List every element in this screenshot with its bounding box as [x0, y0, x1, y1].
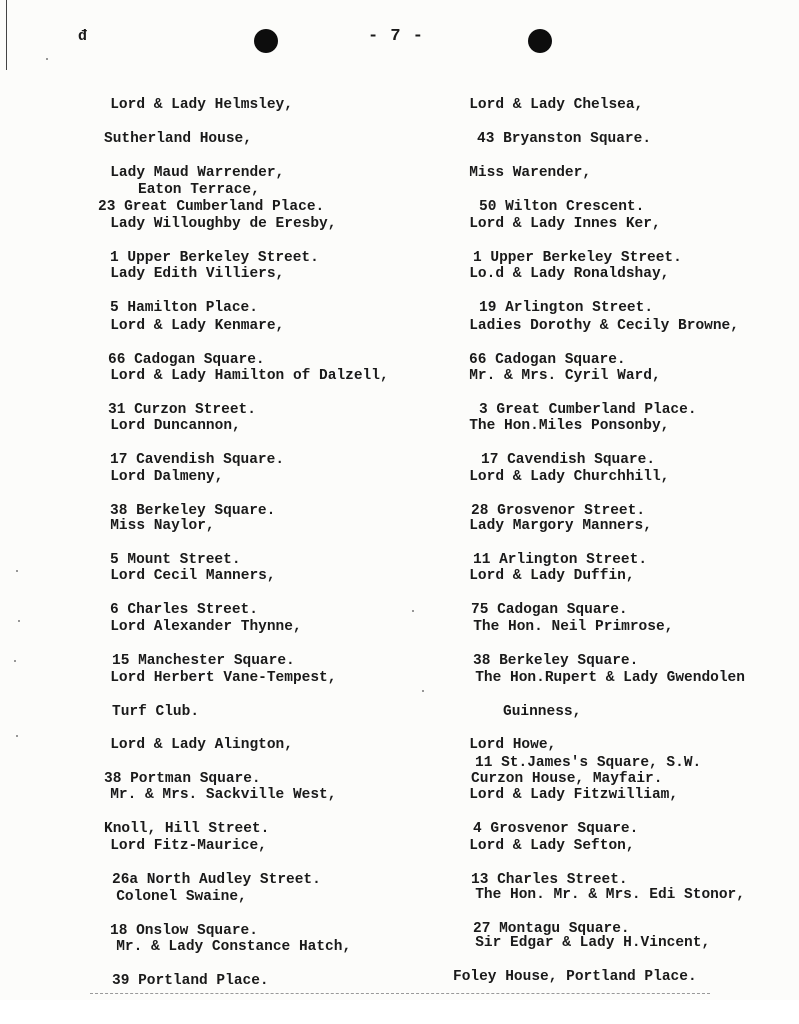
entry-address: 66 Cadogan Square. — [108, 352, 265, 368]
entry-address: 66 Cadogan Square. — [469, 352, 626, 368]
entry-name: Sir Edgar & Lady H.Vincent, — [475, 935, 711, 951]
entry-name: Lord Dalmeny, — [110, 469, 224, 485]
entry-address: 11 Arlington Street. — [473, 552, 648, 568]
corner-mark: đ — [78, 28, 88, 45]
entry-address: 28 Grosvenor Street. — [471, 503, 646, 519]
entry-name: Lady Maud Warrender, — [110, 165, 285, 181]
entry-address: 1 Upper Berkeley Street. — [473, 250, 682, 266]
entry-name: Lord & Lady Alington, — [110, 737, 293, 753]
entry-name: Lord & Lady Helmsley, — [110, 97, 293, 113]
entry-address: 17 Cavendish Square. — [481, 452, 656, 468]
entry-address: 38 Berkeley Square. — [110, 503, 276, 519]
entry-name: The Hon. Mr. & Mrs. Edi Stonor, — [475, 887, 745, 903]
entry-address: 27 Montagu Square. — [473, 921, 630, 937]
entry-address: 5 Mount Street. — [110, 552, 241, 568]
speck — [16, 570, 18, 572]
entry-name: Miss Naylor, — [110, 518, 215, 534]
entry-name: Ladies Dorothy & Cecily Browne, — [469, 318, 739, 334]
entry-address: 17 Cavendish Square. — [110, 452, 285, 468]
entry-address: 43 Bryanston Square. — [477, 131, 652, 147]
entry-name: Lady Margory Manners, — [469, 518, 652, 534]
entry-address: 31 Curzon Street. — [108, 402, 256, 418]
entry-name: Lord & Lady Kenmare, — [110, 318, 285, 334]
bottom-rule — [90, 993, 710, 995]
entry-address: 6 Charles Street. — [110, 602, 258, 618]
entry-address: 15 Manchester Square. — [112, 653, 295, 669]
entry-name: The Hon. Neil Primrose, — [473, 619, 674, 635]
entry-address: 4 Grosvenor Square. — [473, 821, 639, 837]
speck — [14, 660, 16, 662]
speck — [422, 690, 424, 692]
entry-address: 19 Arlington Street. — [479, 300, 654, 316]
entry-address: Eaton Terrace, — [138, 182, 260, 198]
entry-address: 18 Onslow Square. — [110, 923, 258, 939]
entry-name: Lord Cecil Manners, — [110, 568, 276, 584]
entry-name: Lord & Lady Churchhill, — [469, 469, 670, 485]
margin-line — [6, 0, 7, 70]
punch-hole-left — [254, 29, 278, 53]
entry-address: 26a North Audley Street. — [112, 872, 321, 888]
entry-address: Foley House, Portland Place. — [453, 969, 697, 985]
entry-name: Lord Duncannon, — [110, 418, 241, 434]
entry-address: 38 Berkeley Square. — [473, 653, 639, 669]
entry-address: 13 Charles Street. — [471, 872, 628, 888]
entry-address: 39 Portland Place. — [112, 973, 269, 989]
entry-name: Lord & Lady Fitzwilliam, — [469, 787, 679, 803]
speck — [18, 620, 20, 622]
entry-address: Guinness, — [503, 704, 582, 720]
entry-address: 1 Upper Berkeley Street. — [110, 250, 319, 266]
speck — [46, 58, 48, 60]
entry-address: 3 Great Cumberland Place. — [479, 402, 697, 418]
entry-name: Lord Alexander Thynne, — [110, 619, 302, 635]
entry-name: Lord & Lady Innes Ker, — [469, 216, 661, 232]
entry-name: Lo.d & Lady Ronaldshay, — [469, 266, 670, 282]
entry-name: Lord & Lady Sefton, — [469, 838, 635, 854]
entry-address: 75 Cadogan Square. — [471, 602, 628, 618]
entry-name: Mr. & Mrs. Sackville West, — [110, 787, 337, 803]
entry-address: Curzon House, Mayfair. — [471, 771, 663, 787]
entry-address: 23 Great Cumberland Place. — [98, 199, 325, 215]
entry-address: 5 Hamilton Place. — [110, 300, 258, 316]
entry-name: Lord & Lady Chelsea, — [469, 97, 644, 113]
punch-hole-right — [528, 29, 552, 53]
entry-address: Knoll, Hill Street. — [104, 821, 270, 837]
page-number: - 7 - — [368, 27, 425, 46]
speck — [16, 735, 18, 737]
entry-name: Lord Howe, — [469, 737, 557, 753]
entry-name: Lord Herbert Vane-Tempest, — [110, 670, 337, 686]
entry-name: Lord & Lady Duffin, — [469, 568, 635, 584]
entry-address: Sutherland House, — [104, 131, 252, 147]
list-item — [58, 922, 351, 1024]
entry-name: Lady Willoughby de Eresby, — [110, 216, 337, 232]
speck — [412, 610, 414, 612]
entry-name: Lady Edith Villiers, — [110, 266, 285, 282]
entry-name: Mr. & Mrs. Cyril Ward, — [469, 368, 661, 384]
entry-address: 50 Wilton Crescent. — [479, 199, 645, 215]
entry-address: 38 Portman Square. — [104, 771, 261, 787]
entry-name: Colonel Swaine, — [116, 889, 247, 905]
list-item — [417, 918, 710, 1020]
entry-name: The Hon.Rupert & Lady Gwendolen — [475, 670, 745, 686]
entry-name: The Hon.Miles Ponsonby, — [469, 418, 670, 434]
entry-name: Lord Fitz-Maurice, — [110, 838, 267, 854]
entry-name: Lord & Lady Hamilton of Dalzell, — [110, 368, 389, 384]
entry-name: Mr. & Lady Constance Hatch, — [116, 939, 352, 955]
entry-name: Miss Warender, — [469, 165, 592, 181]
entry-address: Turf Club. — [112, 704, 200, 720]
entry-address: 11 St.James's Square, S.W. — [475, 755, 702, 771]
